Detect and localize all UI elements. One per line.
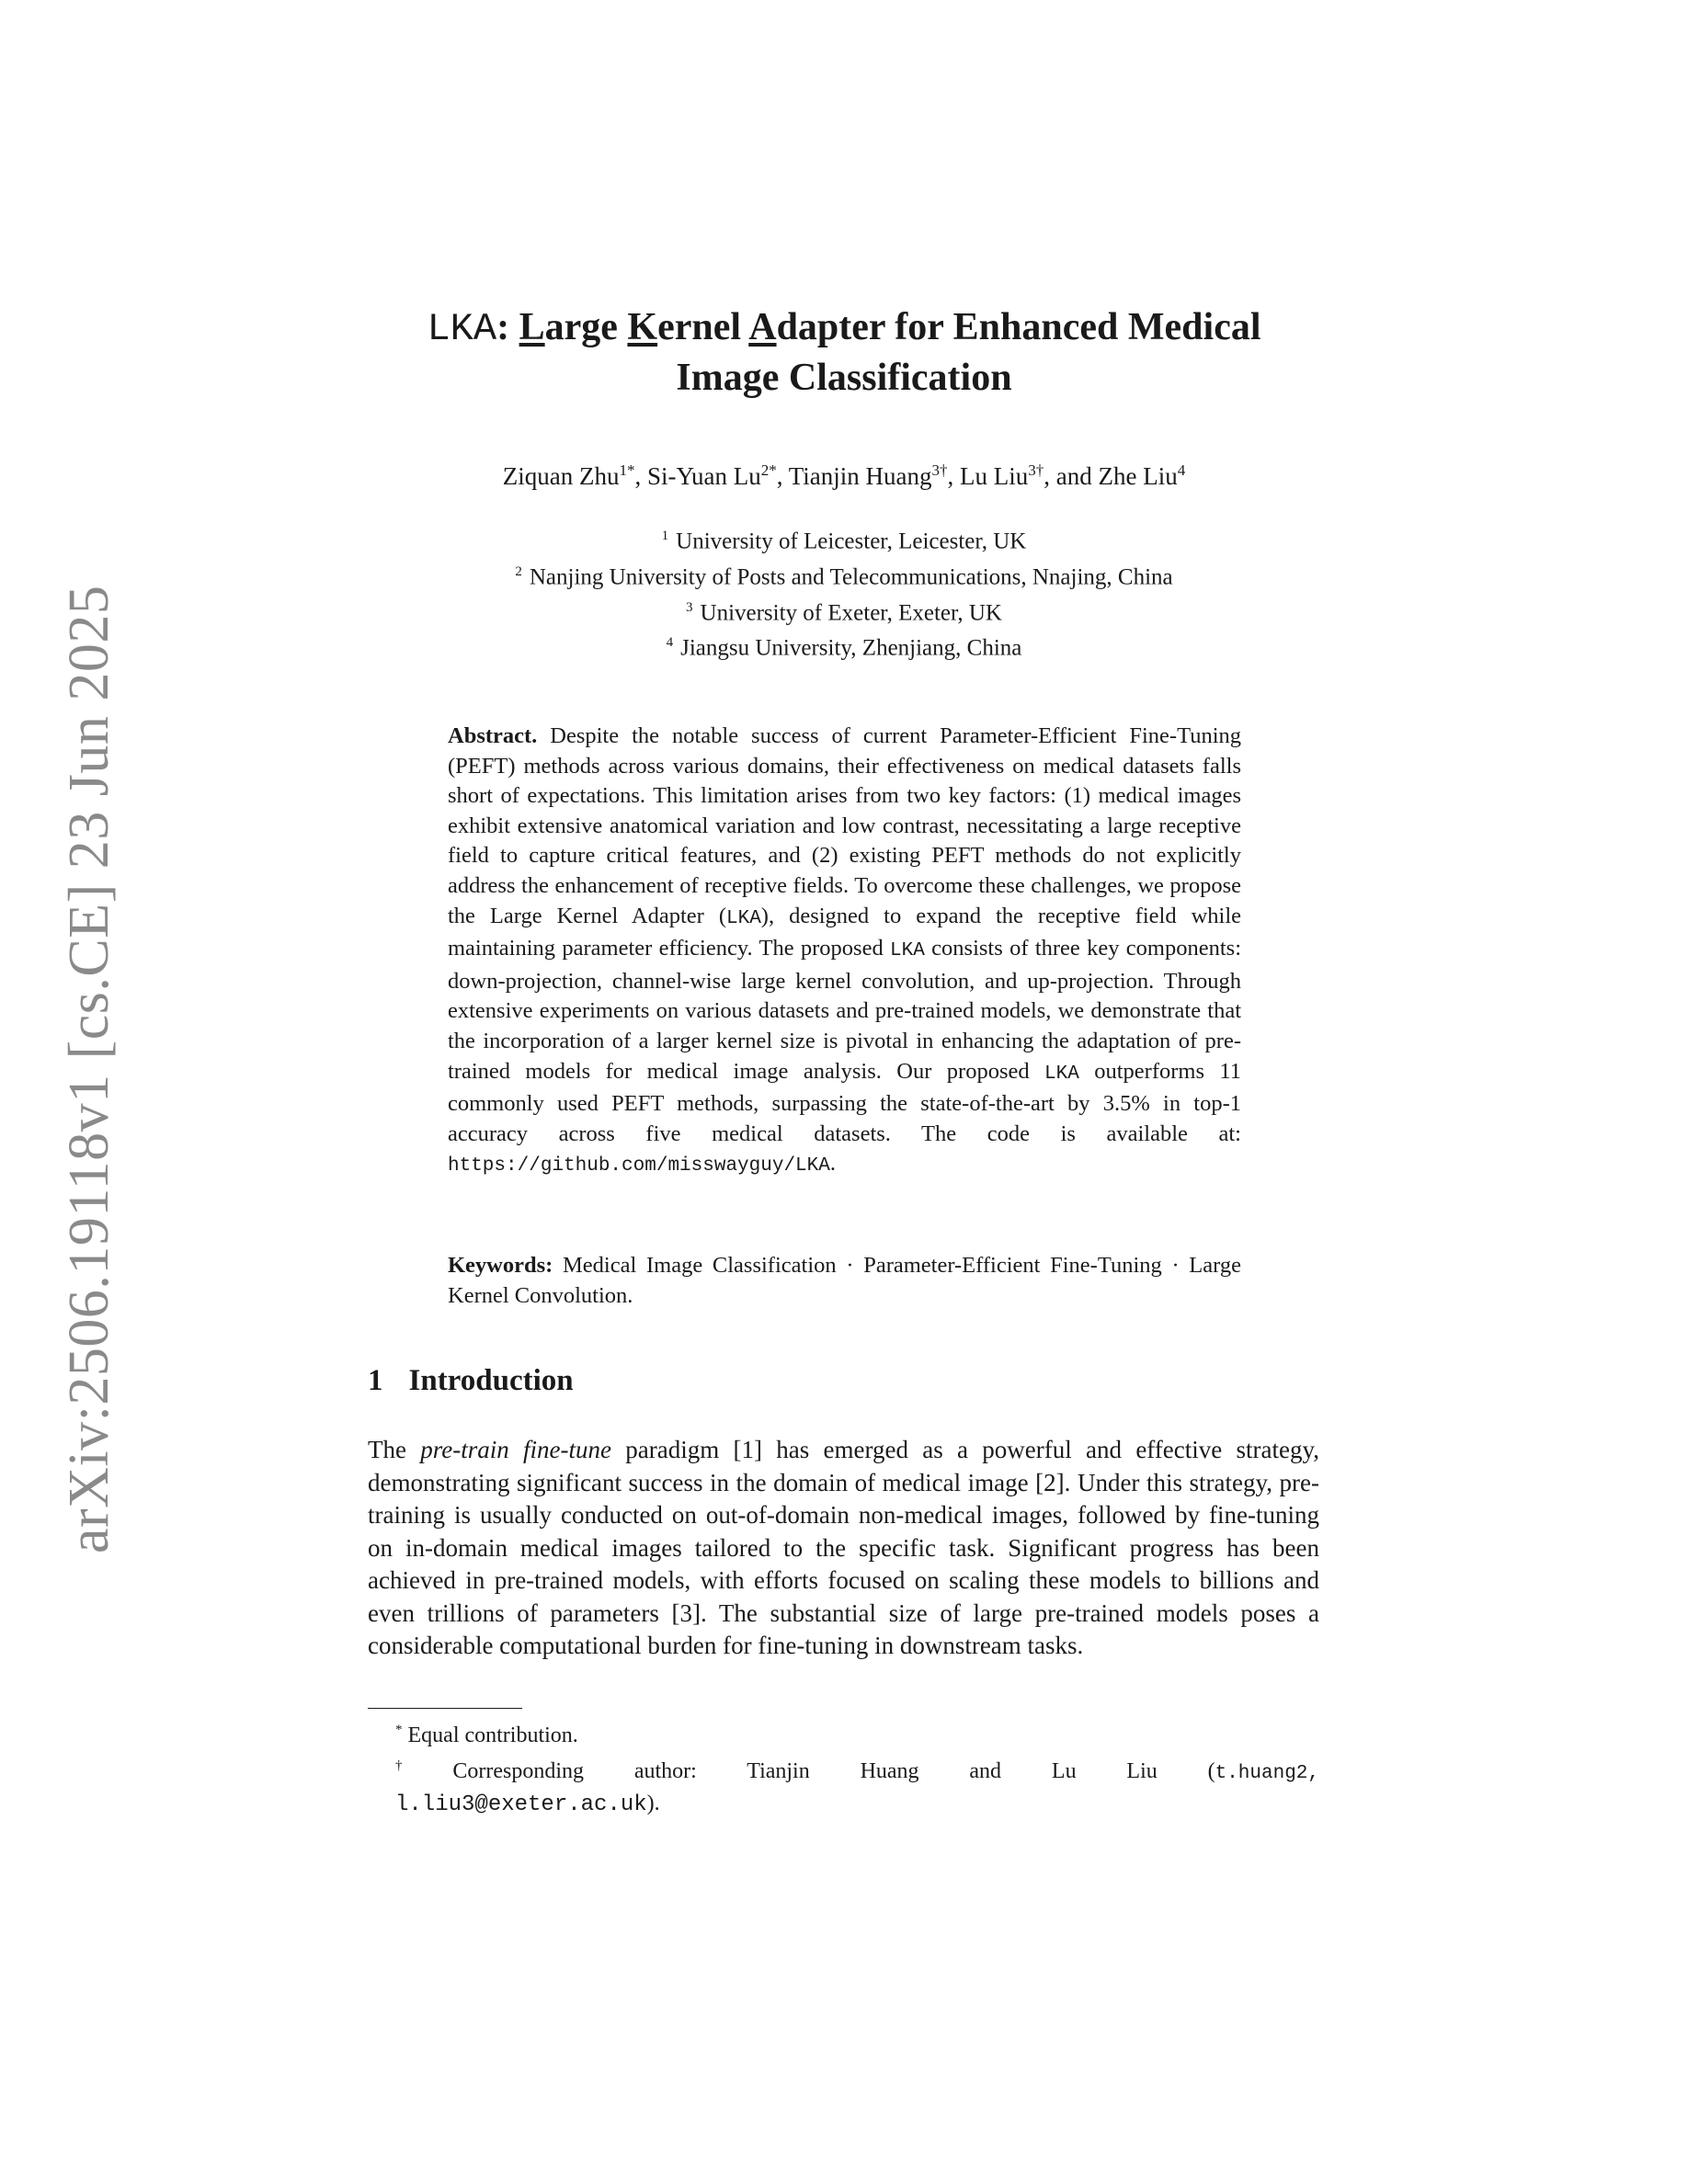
abstract-text: . bbox=[829, 1151, 836, 1177]
footnote-text: Corresponding author: Tianjin Huang and Lu Liu ( bbox=[452, 1758, 1215, 1783]
keywords bbox=[448, 1251, 1241, 1311]
author: Si-Yuan Lu bbox=[646, 462, 761, 490]
author-separator: , bbox=[776, 462, 789, 490]
section-number: 1 bbox=[368, 1364, 383, 1397]
footnote-text: ). bbox=[646, 1792, 660, 1815]
affiliation bbox=[0, 557, 1688, 593]
abstract-text: outperforms 11 commonly used PEFT methods, surpassing the state-of-the-art by 3.5% in top-1 accuracy across five medical datasets. The code is available at: bbox=[448, 1058, 1242, 1146]
keywords-label: Keywords: bbox=[448, 1253, 553, 1278]
footnote-mark: † bbox=[395, 1757, 448, 1773]
affiliation-list bbox=[0, 521, 1688, 664]
author-affiliation-mark: 3† bbox=[931, 461, 948, 479]
keywords-text: Medical Image Classification · Parameter-Efficient Fine-Tuning · Large Kernel Convolution. bbox=[448, 1253, 1241, 1308]
title-letter-a: A bbox=[748, 306, 777, 348]
author-affiliation-mark: 2* bbox=[760, 461, 777, 479]
affiliation-number: 4 bbox=[666, 635, 674, 651]
author: Tianjin Huang bbox=[788, 462, 932, 490]
title-colon: : bbox=[496, 306, 519, 348]
title-word-kernel: ernel bbox=[657, 306, 749, 348]
title-letter-l: L bbox=[519, 306, 545, 348]
affiliation-number: 1 bbox=[661, 529, 669, 543]
method-acronym: LKA bbox=[725, 907, 761, 929]
section-heading bbox=[368, 1364, 574, 1398]
arxiv-identifier-stamp: arXiv:2506.19118v1 [cs.CE] 23 Jun 2025 bbox=[58, 585, 120, 1553]
footnote-text: Equal contribution. bbox=[407, 1723, 578, 1747]
footnote-divider bbox=[368, 1708, 522, 1709]
affiliation-text: Nanjing University of Posts and Telecommunications, Nnajing, China bbox=[529, 564, 1173, 590]
author-affiliation-mark: 3† bbox=[1028, 461, 1044, 479]
emphasized-term: pre-train fine-tune bbox=[420, 1436, 611, 1463]
footnote-corresponding-author bbox=[368, 1751, 1319, 1790]
method-acronym: LKA bbox=[1044, 1063, 1079, 1085]
footnote-equal-contribution bbox=[368, 1715, 1319, 1751]
title-word-large: arge bbox=[544, 306, 628, 348]
paper-title bbox=[0, 303, 1688, 403]
abstract-text: Despite the notable success of current Parameter-Efficient Fine-Tuning (PEFT) methods across various domains, their effectiveness on medical datasets falls short of expectations. This limitation arises from two key factors: (1) medical images exhibit extensive anatomical variation and low contrast, necessitating a large receptive field to capture critical features, and (2) existing PEFT methods do not explicitly address the enhancement of receptive fields. To overcome these challenges, we propose the Large Kernel Adapter ( bbox=[448, 723, 1241, 928]
author: Lu Liu bbox=[960, 462, 1029, 490]
method-acronym: LKA bbox=[890, 940, 925, 962]
affiliation bbox=[0, 628, 1688, 664]
author-email[interactable]: t.huang2, bbox=[1215, 1762, 1320, 1784]
body-text: The bbox=[368, 1436, 421, 1463]
abstract-label: Abstract. bbox=[448, 723, 538, 748]
author-affiliation-mark: 1* bbox=[619, 461, 635, 479]
affiliation-text: University of Leicester, Leicester, UK bbox=[676, 529, 1027, 554]
abstract-text: ), designed to expand the receptive field while maintaining parameter efficiency. The proposed bbox=[448, 903, 1241, 961]
affiliation-number: 2 bbox=[515, 563, 522, 579]
title-word-adapter: dapter for Enhanced Medical bbox=[776, 306, 1261, 348]
affiliation-text: Jiangsu University, Zhenjiang, China bbox=[680, 635, 1022, 661]
abstract bbox=[448, 722, 1241, 1182]
author-list bbox=[0, 461, 1688, 491]
footnotes bbox=[368, 1715, 1319, 1821]
author-separator: , and bbox=[1044, 462, 1099, 490]
title-line-1 bbox=[0, 303, 1688, 354]
body-paragraph bbox=[368, 1434, 1319, 1663]
author: Ziquan Zhu bbox=[502, 462, 620, 490]
title-letter-k: K bbox=[627, 306, 658, 348]
footnote-continuation bbox=[368, 1789, 1319, 1821]
affiliation bbox=[0, 521, 1688, 557]
author-affiliation-mark: 4 bbox=[1177, 461, 1186, 479]
footnote-mark: * bbox=[395, 1723, 403, 1737]
author-email[interactable]: l.liu3@exeter.ac.uk bbox=[395, 1792, 647, 1817]
code-url-link[interactable]: https://github.com/misswayguy/LKA bbox=[448, 1155, 830, 1177]
title-line-2: Image Classification bbox=[676, 357, 1012, 399]
title-acronym: LKA bbox=[427, 307, 497, 351]
abstract-text: consists of three key components: down-projection, channel-wise large kernel convolution, and up-projection. Through extensive experiments on various datasets and pre-trained models, we demonstrate that the incorporation of a larger kernel size is pivotal in enhancing the adaptation of pre-trained models for medical image analysis. Our proposed bbox=[448, 936, 1241, 1084]
author-separator: , bbox=[947, 462, 961, 490]
section-title: Introduction bbox=[408, 1364, 574, 1397]
affiliation-text: University of Exeter, Exeter, UK bbox=[700, 599, 1002, 625]
affiliation-number: 3 bbox=[686, 599, 693, 615]
body-text: paradigm [1] has emerged as a powerful and effective strategy, demonstrating significant success in the domain of medical image [2]. Under this strategy, pre-training is usually conducted on out-of-domain non-medical images, followed by fine-tuning on in-domain medical images tailored to the specific task. Significant progress has been achieved in pre-trained models, with efforts focused on scaling these models to billions and even trillions of parameters [3]. The substantial size of large pre-trained models poses a considerable computational burden for fine-tuning in downstream tasks. bbox=[368, 1436, 1319, 1659]
author: Zhe Liu bbox=[1098, 462, 1178, 490]
author-separator: , bbox=[634, 462, 647, 490]
affiliation bbox=[0, 593, 1688, 629]
